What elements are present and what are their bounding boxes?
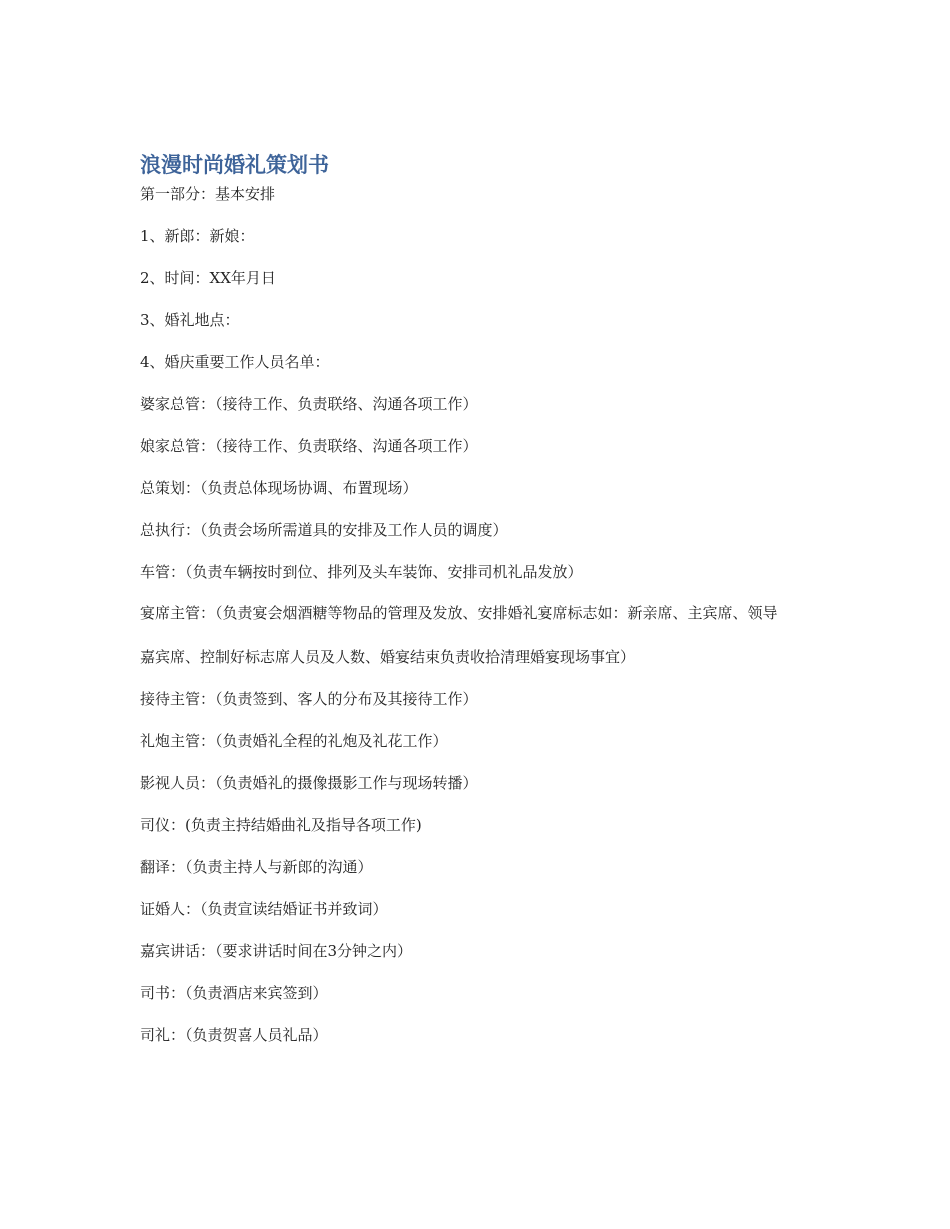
paragraph-staff-item: 车管：（负责车辆按时到位、排列及头车装饰、安排司机礼品发放） — [140, 563, 583, 581]
paragraph-staff-item-continued: 嘉宾席、控制好标志席人员及人数、婚宴结束负责收拾清理婚宴现场事宜） — [140, 648, 636, 666]
paragraph-staff-item: 总执行：（负责会场所需道具的安排及工作人员的调度） — [140, 521, 508, 539]
paragraph-staff-item: 接待主管：（负责签到、客人的分布及其接待工作） — [140, 690, 478, 708]
paragraph-staff-item: 司书：（负责酒店来宾签到） — [140, 984, 328, 1002]
paragraph-staff-item: 礼炮主管：（负责婚礼全程的礼炮及礼花工作） — [140, 732, 448, 750]
paragraph-time: 2、时间：XX年月日 — [140, 269, 276, 287]
paragraph-staff-item: 影视人员：（负责婚礼的摄像摄影工作与现场转播） — [140, 774, 478, 792]
document-body — [140, 150, 820, 1047]
paragraph-staff-item: 总策划：（负责总体现场协调、布置现场） — [140, 479, 418, 497]
paragraph-list — [140, 224, 820, 1047]
paragraph-staff-item: 宴席主管：（负责宴会烟酒糖等物品的管理及发放、安排婚礼宴席标志如：新亲席、主宾席、领导 — [140, 604, 778, 622]
paragraph-staff-item: 嘉宾讲话：（要求讲话时间在3分钟之内） — [140, 942, 413, 960]
paragraph-staff-item: 司礼：（负责贺喜人员礼品） — [140, 1026, 328, 1044]
section-heading: 第一部分：基本安排 — [140, 185, 276, 203]
paragraph-groom-bride: 1、新郎：新娘： — [140, 227, 255, 245]
paragraph-staff-item: 翻译：（负责主持人与新郎的沟通） — [140, 858, 373, 876]
paragraph-location: 3、婚礼地点： — [140, 311, 240, 329]
paragraph-staff-item: 娘家总管：（接待工作、负责联络、沟通各项工作） — [140, 437, 478, 455]
paragraph-staff-item: 婆家总管：（接待工作、负责联络、沟通各项工作） — [140, 395, 478, 413]
paragraph-staff-item: 证婚人：（负责宣读结婚证书并致词） — [140, 900, 388, 918]
document-title: 浪漫时尚婚礼策划书 — [140, 153, 329, 177]
paragraph-staff-list-heading: 4、婚庆重要工作人员名单： — [140, 353, 330, 371]
paragraph-staff-item: 司仪：(负责主持结婚曲礼及指导各项工作) — [140, 816, 422, 834]
